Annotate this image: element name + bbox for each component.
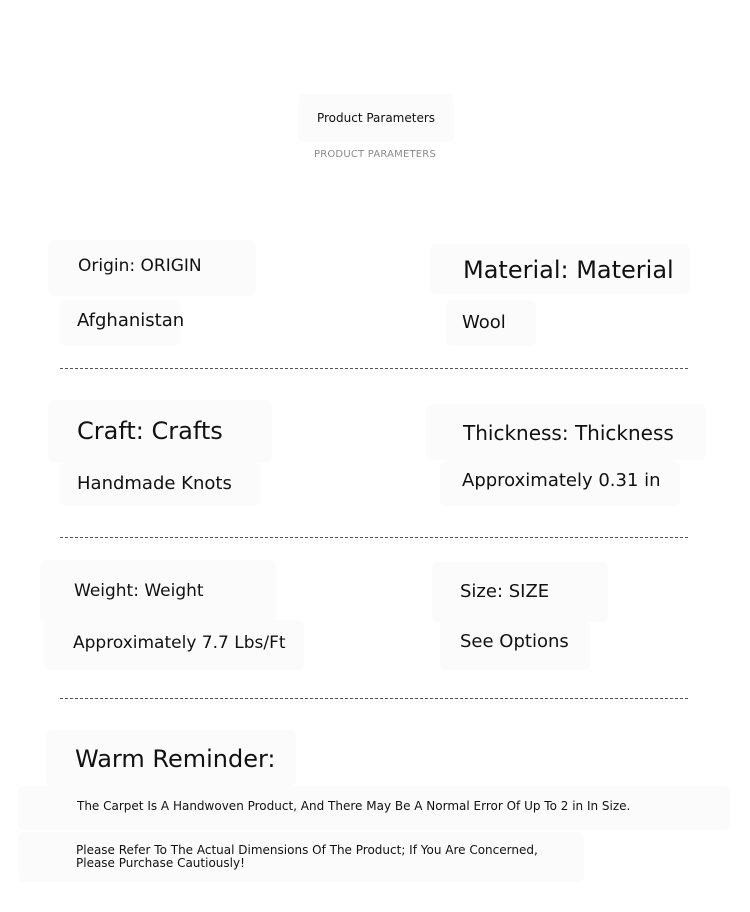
craft-value: Handmade Knots <box>77 473 232 494</box>
reminder-line2a: Please Refer To The Actual Dimensions Of The Product; If You Are Concerned, <box>76 843 538 857</box>
section-divider <box>60 368 688 369</box>
reminder-line1: The Carpet Is A Handwoven Product, And There May Be A Normal Error Of Up To 2 in In Size. <box>77 799 631 813</box>
origin-value: Afghanistan <box>77 310 185 331</box>
origin-label: Origin: ORIGIN <box>78 256 202 276</box>
craft-label: Craft: Crafts <box>77 417 223 445</box>
weight-label: Weight: Weight <box>74 581 204 601</box>
section-divider <box>60 698 688 699</box>
material-value: Wool <box>462 312 506 333</box>
size-label: Size: SIZE <box>460 581 550 602</box>
page-subtitle: PRODUCT PARAMETERS <box>313 149 437 160</box>
page-title: Product Parameters <box>316 111 436 125</box>
size-value: See Options <box>460 631 569 652</box>
thickness-value: Approximately 0.31 in <box>462 470 661 491</box>
reminder-title: Warm Reminder: <box>75 745 276 773</box>
material-label: Material: Material <box>463 256 674 284</box>
weight-value: Approximately 7.7 Lbs/Ft <box>73 633 286 653</box>
reminder-line2b: Please Purchase Cautiously! <box>76 856 245 870</box>
section-divider <box>60 537 688 538</box>
thickness-label: Thickness: Thickness <box>463 421 674 445</box>
